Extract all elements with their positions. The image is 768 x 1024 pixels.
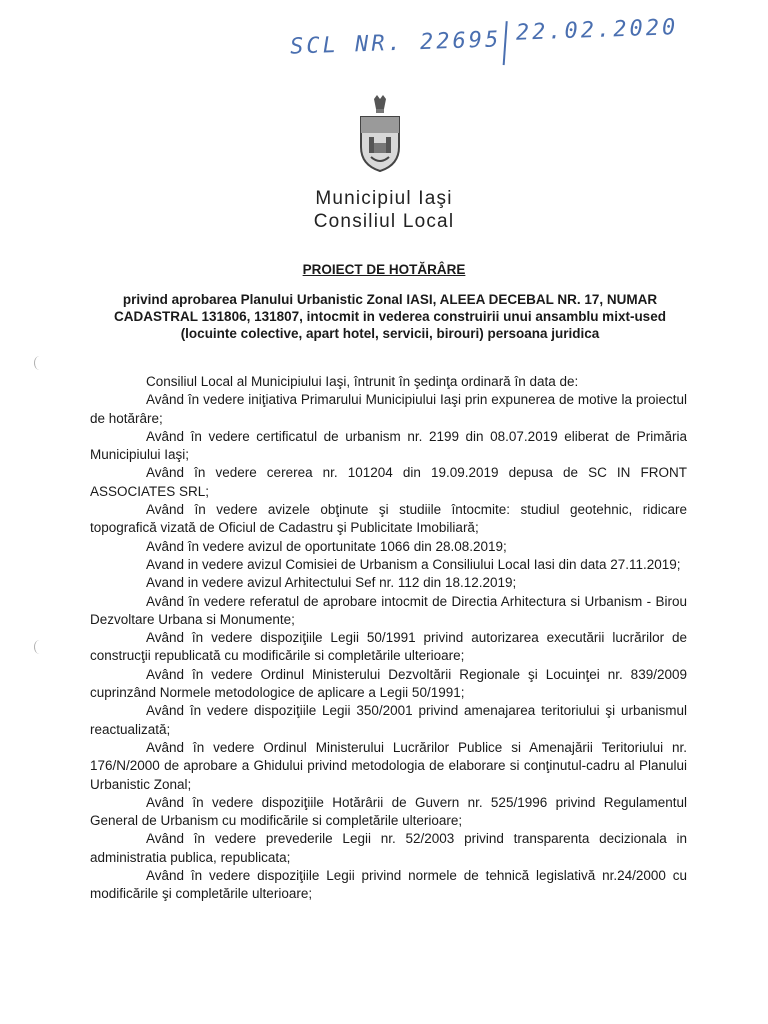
paragraph: Având în vedere dispoziţiile Legii 350/2001 privind amenajarea teritoriului şi urbanismul reactualizată; (90, 703, 687, 737)
registration-stamp (289, 11, 679, 64)
institution-name: Municipiul Iaşi (315, 188, 453, 209)
paragraph: Având în vedere avizele obţinute şi studiile întocmite: studiul geotehnic, ridicare topografică vizată de Oficiul de Cadastru şi Publicitate Imobiliară; (90, 502, 687, 536)
coat-of-arms-icon (357, 95, 403, 173)
registration-number: SCL NR. 22695 (289, 27, 502, 60)
paragraph: Având în vedere dispoziţiile Hotărârii de Guvern nr. 525/1996 privind Regulamentul General de Urbanism cu modificările si completările ulterioare; (90, 794, 687, 829)
paragraph: Având în vedere iniţiativa Primarului Municipiului Iaşi prin expunerea de motive la proiectul de hotărâre; (90, 392, 687, 426)
document-subject: privind aprobarea Planului Urbanistic Zonal IASI, ALEEA DECEBAL NR. 17, NUMAR CADASTRAL 131806, 131807, intocmit in vederea construirii unui ansamblu mixt-used (locuinte colective, apart hotel, servicii, birouri) persoana juridica (114, 292, 666, 341)
paragraph: Având în vedere certificatul de urbanism nr. 2199 din 08.07.2019 eliberat de Primăria Municipiului Iaşi; (90, 428, 687, 463)
paragraph: Având în vedere cererea nr. 101204 din 19.09.2019 depusa de SC IN FRONT ASSOCIATES SRL; (90, 465, 687, 499)
document-body (90, 373, 687, 904)
paragraph: Consiliul Local al Municipiului Iaşi, întrunit în şedinţa ordinară în data de: (146, 374, 579, 389)
paragraph: Avand in vedere avizul Comisiei de Urbanism a Consiliului Local Iasi din data 27.11.2019; (146, 556, 681, 572)
scan-margin-mark (34, 640, 45, 654)
paragraph: Având în vedere dispoziţiile Legii privind normele de tehnică legislativă nr.24/2000 cu modificările şi completările ulterioare; (90, 868, 687, 902)
paragraph: Având în vedere Ordinul Ministerului Dezvoltării Regionale şi Locuinţei nr. 839/2009 cuprinzând Normele metodologice de aplicare a Legii 50/1991; (90, 666, 687, 701)
paragraph: Având în vedere prevederile Legii nr. 52/2003 privind transparenta decizionala in administratia publica, republicata; (90, 831, 687, 865)
paragraph: Având în vedere referatul de aprobare intocmit de Directia Arhitectura si Urbanism - Birou Dezvoltare Urbana si Monumente; (90, 593, 687, 627)
paragraph: Având în vedere dispoziţiile Legii 50/1991 privind autorizarea executării lucrărilor de construcţii republicată cu modificările si completările ulterioare; (90, 630, 687, 664)
institution-council: Consiliul Local (313, 211, 455, 232)
document-title: PROIECT DE HOTĂRÂRE (302, 262, 466, 277)
paragraph: Avand in vedere avizul Arhitectului Sef nr. 112 din 18.12.2019; (146, 575, 517, 591)
paragraph: Având în vedere Ordinul Ministerului Lucrărilor Publice si Amenajării Teritoriului nr. 176/N/2000 de aprobare a Ghidului privind metodologia de elaborare si conţinutul-cadru al Planului Urbanistic Zonal; (90, 739, 687, 792)
stamp-divider (503, 21, 508, 65)
scan-margin-mark (34, 356, 45, 370)
paragraph: Având în vedere avizul de oportunitate 1066 din 28.08.2019; (146, 538, 507, 554)
registration-date: 22.02.2020 (515, 15, 679, 46)
